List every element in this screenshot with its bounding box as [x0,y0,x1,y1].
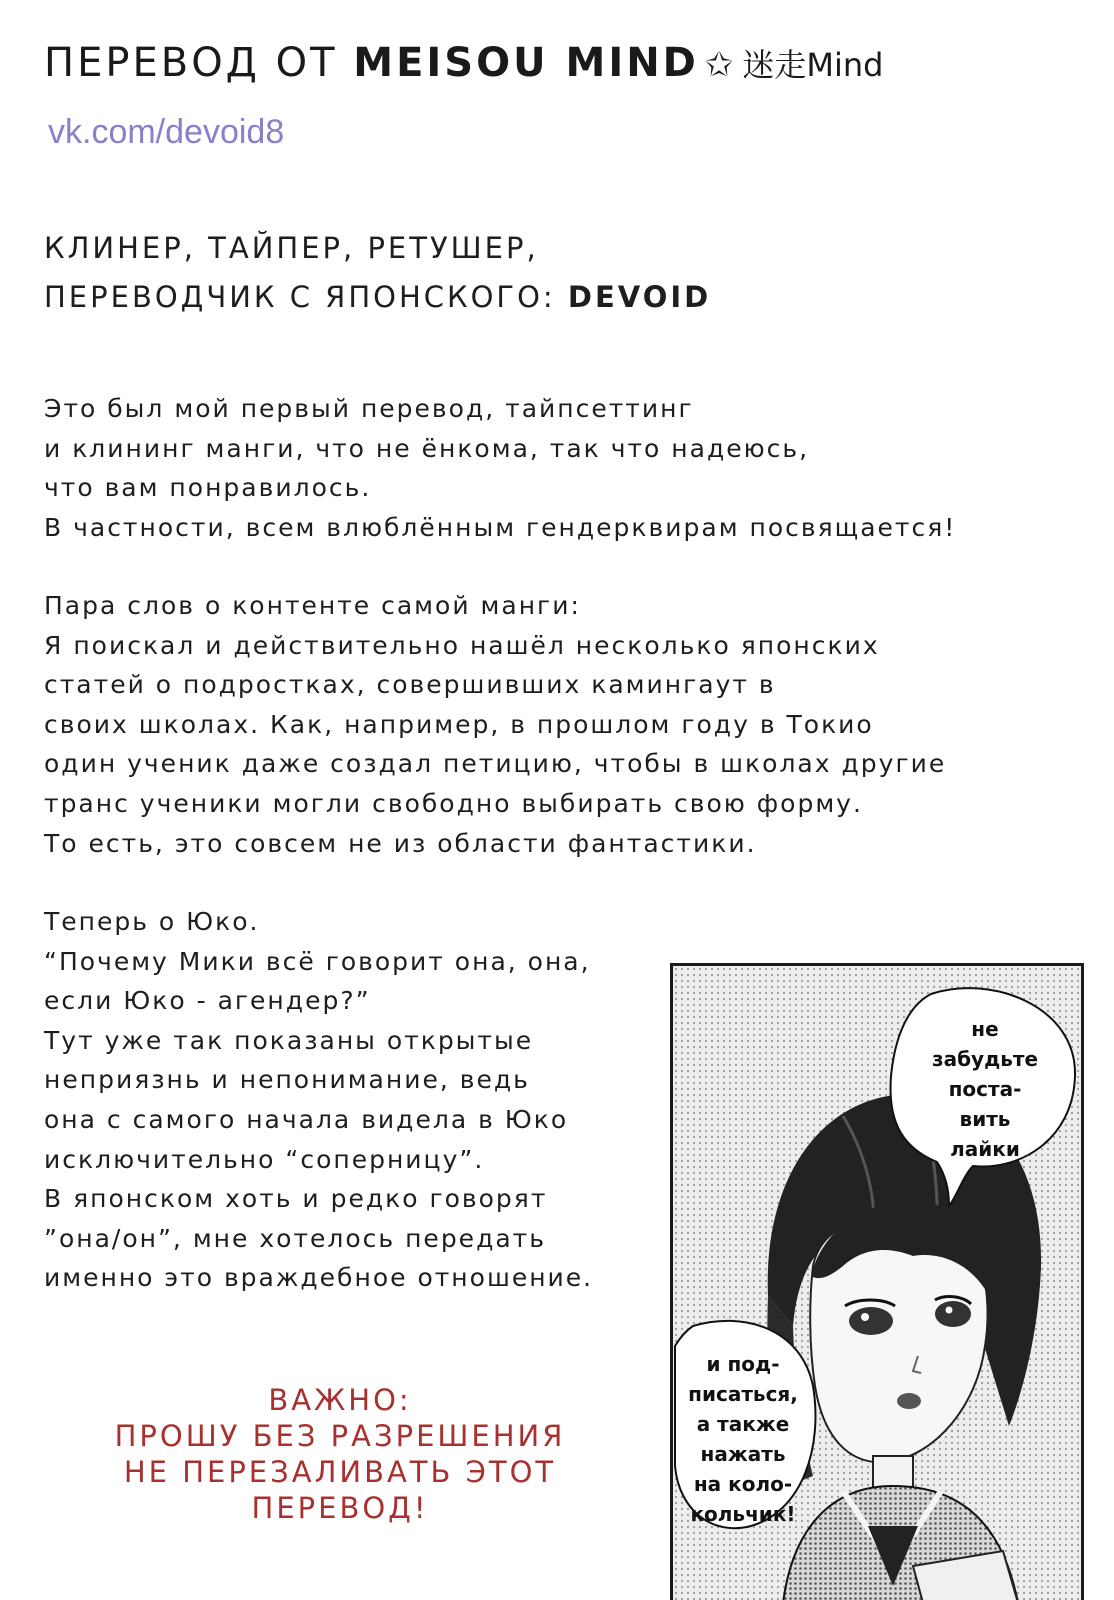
text-line: и клининг манги, что не ёнкома, так что надеюсь, [44,433,810,463]
vk-link[interactable]: vk.com/devoid8 [48,113,285,151]
warning-line: ВАЖНО: [268,1383,412,1417]
bubble-line: кольчик! [690,1502,796,1526]
star-icon: ✩ [704,45,737,85]
text-line: что вам понравилось. [44,473,372,503]
text-line: если Юко - агендер?” [44,986,371,1016]
text-line: она с самого начала видела в Юко [44,1104,569,1134]
text-line: один ученик даже создал петицию, чтобы в школах другие [44,749,947,779]
text-line: Теперь о Юко. [44,907,260,936]
credits-roles: ПЕРЕВОДЧИК С ЯПОНСКОГО: [44,280,568,314]
bubble-line: забудьте [931,1047,1039,1071]
bubble-line: нажать [700,1442,786,1466]
text-line: неприязнь и непонимание, ведь [44,1065,530,1095]
text-line: В частности, всем влюблённым гендерквирам посвящается! [44,512,957,542]
bubble-line: поста- [948,1077,1022,1101]
text-line: ”она/он”, мне хотелось передать [44,1223,546,1253]
manga-panel [670,963,1084,1600]
title-brand: MEISOU MIND [353,40,699,86]
text-line: Я поискал и действительно нашёл несколько японских [44,630,880,660]
warning-line: ПРОШУ БЕЗ РАЗРЕШЕНИЯ [114,1419,566,1453]
bubble-line: писаться, [688,1382,798,1406]
text-line: Тут уже так показаны открытые [44,1025,534,1055]
bubble-line: лайки [950,1137,1020,1161]
text-line: То есть, это совсем не из области фантастики. [44,828,757,858]
text-line: Пара слов о контенте самой манги: [44,591,581,620]
text-line: транс ученики могли свободно выбирать свою форму. [44,788,863,818]
bubble-line: не [971,1017,999,1041]
title-japanese: 迷走Mind [742,46,884,84]
text-line: именно это враждебное отношение. [44,1263,594,1293]
text-line: статей о подростках, совершивших камингаут в [44,670,776,700]
warning-notice [60,1382,620,1526]
text-line: “Почему Мики всё говорит она, она, [44,946,591,976]
speech-bubble-bottom [673,1349,813,1529]
bubble-line: вить [959,1107,1011,1131]
speech-bubble-top [921,1014,1049,1164]
text-line: своих школах. Как, например, в прошлом году в Токио [44,709,874,739]
credits-line-1: КЛИНЕР, ТАЙПЕР, РЕТУШЕР, [44,231,539,265]
paragraph-yuko [44,902,593,1298]
credits-name: DEVOID [567,280,712,314]
header-title [44,40,884,86]
bubble-line: а также [696,1412,790,1436]
warning-line: НЕ ПЕРЕЗАЛИВАТЬ ЭТОТ [123,1455,557,1489]
text-line: исключительно “соперницу”. [44,1144,485,1174]
credits-line-2 [44,273,711,322]
paragraph-intro [44,389,956,547]
bubble-line: на коло- [693,1472,793,1496]
warning-line: ПЕРЕВОД! [251,1491,429,1525]
title-prefix: ПЕРЕВОД ОТ [44,40,338,86]
bubble-line: и под- [706,1352,780,1376]
text-line: В японском хоть и редко говорят [44,1184,548,1214]
text-line: Это был мой первый перевод, тайпсеттинг [44,394,694,423]
credits [44,224,711,322]
paragraph-content [44,586,946,863]
